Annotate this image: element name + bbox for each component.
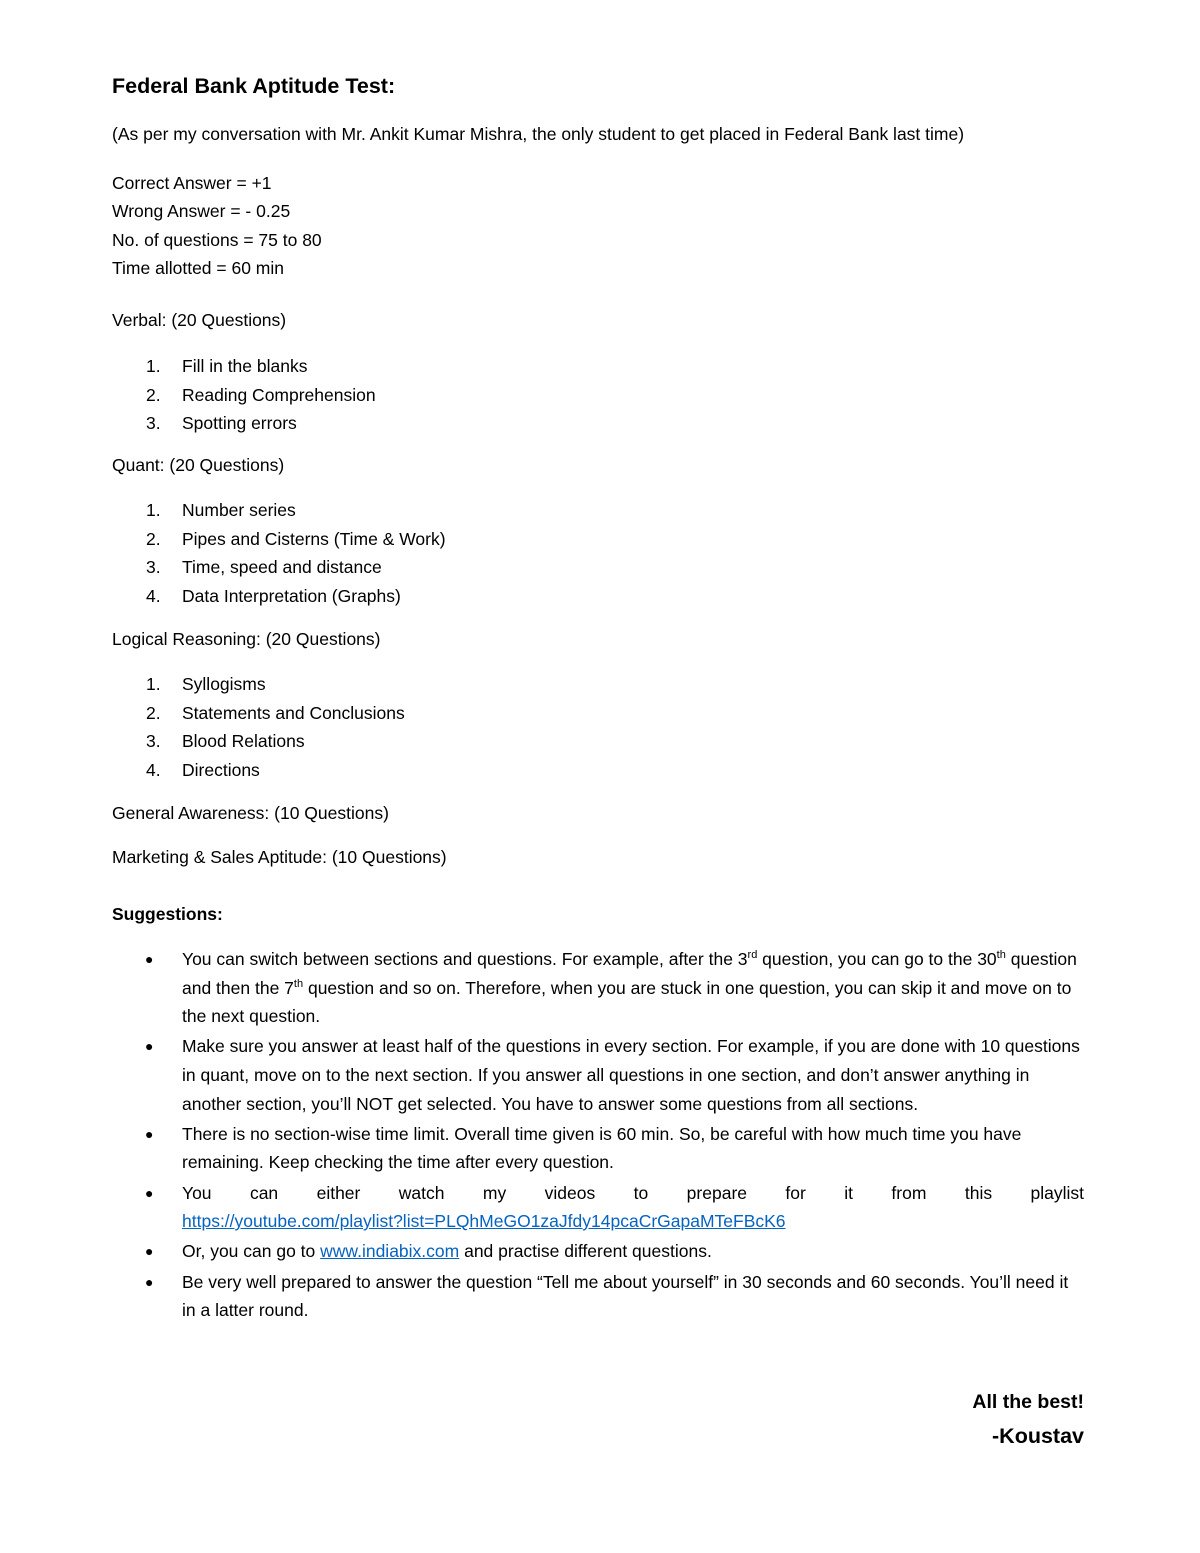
list-item: ● You can switch between sections and questions. For example, after the 3rd question, you can go to the 30th question and then the 7th question and so on. Therefore, when you are stuck in one question, you can skip it and move on to the next question. xyxy=(112,945,1084,1031)
info-correct-answer: Correct Answer = +1 xyxy=(112,173,272,193)
list-item: ● There is no section-wise time limit. Overall time given is 60 min. So, be careful with how much time you have remaining. Keep checking the time after every question. xyxy=(112,1120,1084,1177)
list-item: 1. Number series xyxy=(146,500,296,520)
bullet-icon: ● xyxy=(145,1243,154,1260)
test-info-block xyxy=(112,169,322,282)
general-awareness-heading: General Awareness: (10 Questions) xyxy=(112,803,389,823)
indiabix-link[interactable]: www.indiabix.com xyxy=(320,1241,460,1262)
list-item: 4. Directions xyxy=(146,759,260,780)
list-item: 1. Fill in the blanks xyxy=(146,356,308,376)
quant-list xyxy=(112,496,712,610)
signoff-best: All the best! xyxy=(972,1391,1084,1413)
list-item: 2. Pipes and Cisterns (Time & Work) xyxy=(146,528,446,549)
bullet-icon: ● xyxy=(145,1273,154,1290)
logical-heading: Logical Reasoning: (20 Questions) xyxy=(112,629,381,649)
info-question-count: No. of questions = 75 to 80 xyxy=(112,229,322,250)
info-wrong-answer: Wrong Answer = - 0.25 xyxy=(112,201,291,222)
bullet-icon: ● xyxy=(145,951,154,967)
verbal-list xyxy=(112,352,712,438)
bullet-icon: ● xyxy=(145,1038,154,1055)
list-item xyxy=(112,1179,1084,1236)
list-item: 3. Spotting errors xyxy=(146,413,297,433)
list-item: 3. Blood Relations xyxy=(146,731,305,751)
marketing-heading: Marketing & Sales Aptitude: (10 Questions) xyxy=(112,847,447,867)
playlist-text: You can either watch my videos to prepare for it from this playlist xyxy=(182,1182,1084,1203)
logical-list xyxy=(112,670,712,784)
list-item: 2. Statements and Conclusions xyxy=(146,702,405,723)
quant-heading: Quant: (20 Questions) xyxy=(112,455,285,475)
suggestions-list xyxy=(112,945,1084,1326)
intro-note: (As per my conversation with Mr. Ankit Kumar Mishra, the only student to get placed in Federal Bank last time) xyxy=(112,124,965,144)
verbal-heading: Verbal: (20 Questions) xyxy=(112,310,287,330)
document-title: Federal Bank Aptitude Test: xyxy=(112,74,396,98)
bullet-icon: ● xyxy=(145,1125,154,1142)
signoff-author: -Koustav xyxy=(992,1424,1084,1448)
info-time-allotted: Time allotted = 60 min xyxy=(112,257,285,278)
list-item: ● Make sure you answer at least half of the questions in every section. For example, if you are done with 10 questions in quant, move on to the next section. If you answer all questions in one section, and don’t answer anything in another section, you’ll NOT get selected. You have to answer some questions from all sections. xyxy=(112,1032,1084,1118)
suggestions-heading: Suggestions: xyxy=(112,904,223,924)
list-item: 2. Reading Comprehension xyxy=(146,384,376,405)
youtube-playlist-link[interactable]: https://youtube.com/playlist?list=PLQhMeGO1zaJfdy14pcaCrGapaMTeFBcK6 xyxy=(182,1211,786,1232)
list-item: ● Be very well prepared to answer the question “Tell me about yourself” in 30 seconds and 60 seconds. You’ll need it in a latter round. xyxy=(112,1268,1084,1325)
bullet-icon: ● xyxy=(145,1184,154,1201)
list-item: 4. Data Interpretation (Graphs) xyxy=(146,585,401,606)
list-item: 1. Syllogisms xyxy=(146,674,266,694)
list-item: 3. Time, speed and distance xyxy=(146,557,382,577)
list-item: ● Or, you can go to www.indiabix.com and practise different questions. xyxy=(112,1237,1084,1266)
